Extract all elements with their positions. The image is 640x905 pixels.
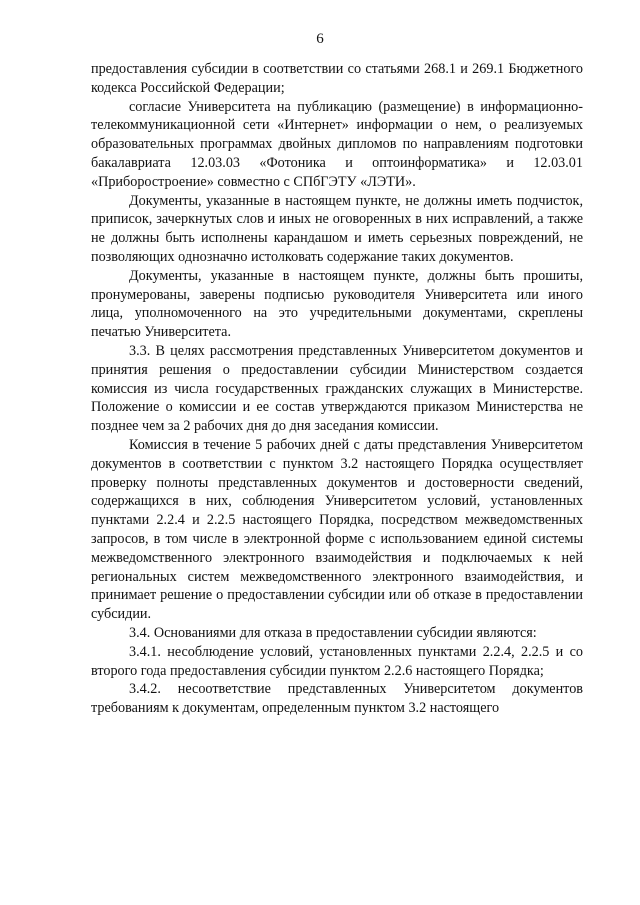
paragraph: 3.4. Основаниями для отказа в предоставлении субсидии являются:	[129, 624, 537, 641]
paragraph: Документы, указанные в настоящем пункте, не должны иметь подчисток, приписок, зачеркнутых слов и иных не оговоренных в них исправлений, а также не должны быть исполнены карандашом и иметь серьезных повреждений, не позволяющих однозначно истолковать содержание таких документов.	[91, 192, 583, 265]
document-body	[91, 60, 583, 718]
paragraph: 3.4.1. несоблюдение условий, установленных пунктами 2.2.4, 2.2.5 и со второго года предоставления субсидии пунктом 2.2.6 настоящего Порядка;	[91, 643, 583, 679]
paragraph: 3.3. В целях рассмотрения представленных Университетом документов и принятия решения о предоставлении субсидии Министерством создается комиссия из числа государственных гражданских служащих в Министерстве. Положение о комиссии и ее состав утверждаются приказом Министерства не позднее чем за 2 рабочих дня до дня заседания комиссии.	[91, 342, 583, 435]
paragraph: 3.4.2. несоответствие представленных Университетом документов требованиям к документам, определенным пунктом 3.2 настоящего	[91, 681, 583, 717]
paragraph: Документы, указанные в настоящем пункте, должны быть прошиты, пронумерованы, заверены подписью руководителя Университета или иного лица, уполномоченного на это учредительными документами, скреплены печатью Университета.	[91, 267, 583, 341]
paragraph: Комиссия в течение 5 рабочих дней с даты представления Университетом документов в соответствии с пунктом 3.2 настоящего Порядка осуществляет проверку полноты представленных документов и достоверности сведений, содержащихся в них, соблюдения Университетом условий, установленных пунктами 2.2.4 и 2.2.5 настоящего Порядка, посредством межведомственных запросов, в том числе в электронной форме с использованием единой системы межведомственного электронного взаимодействия и подключаемых к ней региональных систем межведомственного электронного взаимодействия, и принимает решение о предоставлении субсидии или об отказе в предоставлении субсидии.	[91, 436, 583, 623]
paragraph: согласие Университета на публикацию (размещение) в информационно-телекоммуникационной сети «Интернет» информации о нем, о реализуемых образовательных программах двойных дипломов по направлениям подготовки бакалавриата 12.03.03 «Фотоника и оптоинформатика» и 12.03.01 «Приборостроение» совместно с СПбГЭТУ «ЛЭТИ».	[91, 98, 583, 190]
page-number: 6	[316, 31, 324, 47]
paragraph: предоставления субсидии в соответствии со статьями 268.1 и 269.1 Бюджетного кодекса Российской Федерации;	[91, 61, 583, 96]
